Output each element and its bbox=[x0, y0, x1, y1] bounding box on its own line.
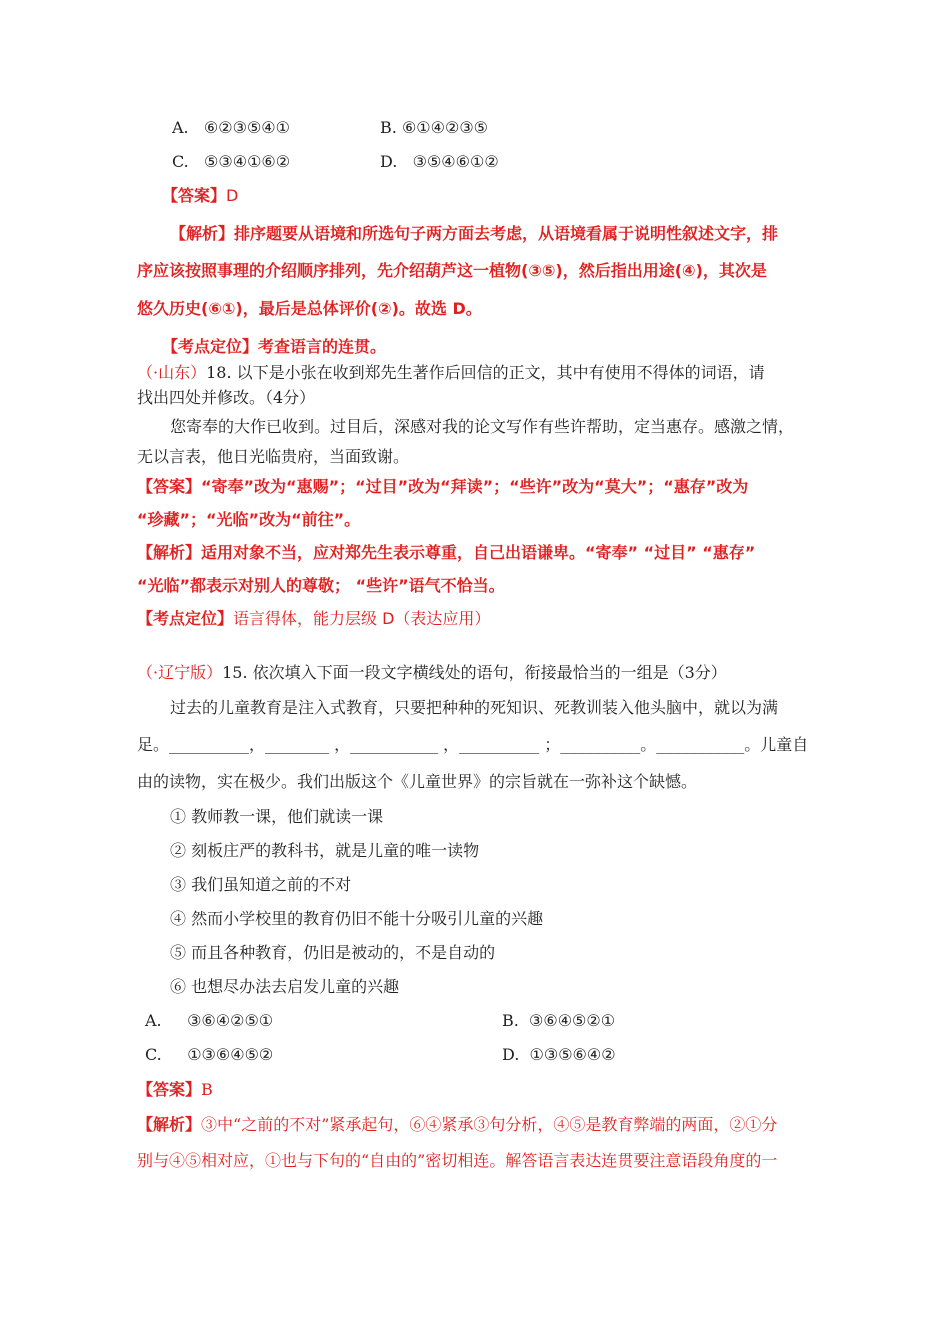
option-d-text: ①③⑤⑥④② bbox=[529, 1045, 616, 1064]
option-a-label: A. bbox=[145, 1011, 162, 1030]
question-15-text-line3: 由的读物，实在极少。我们出版这个《儿童世界》的宗旨就在一弥补这个缺憾。 bbox=[137, 772, 698, 791]
analysis-17-line3: 悠久历史(⑥①)，最后是总体评价(②)。故选 D。 bbox=[137, 299, 482, 318]
question-18-stem-line1 bbox=[137, 362, 765, 384]
option-a-label: A. bbox=[172, 118, 189, 137]
question-stem: 15. 依次填入下面一段文字横线处的语句，衔接最恰当的一组是（3分） bbox=[222, 663, 727, 682]
point-text: 语言得体，能力层级 D（表达应用） bbox=[233, 609, 491, 628]
answer-tag: 【答案】 bbox=[137, 1080, 202, 1099]
option-b-text: ⑥①④②③⑤ bbox=[401, 118, 488, 137]
answer-18-line1 bbox=[137, 476, 748, 498]
list-item: ② 刻板庄严的教科书，就是儿童的唯一读物 bbox=[170, 841, 480, 860]
option-d bbox=[380, 151, 499, 173]
option-d-text: ③⑤④⑥①② bbox=[412, 152, 499, 171]
question-15-text-line2: 足。__________，________ ，___________ ，__________ ；__________。___________。儿童自 bbox=[137, 735, 809, 754]
list-item: ⑤ 而且各种教育，仍旧是被动的，不是自动的 bbox=[170, 943, 496, 962]
option-c bbox=[145, 1044, 273, 1066]
analysis-17-line2: 序应该按照事理的介绍顺序排列，先介绍葫芦这一植物(③⑤)，然后指出用途(④)，其次是 bbox=[137, 261, 767, 280]
point-tag: 【考点定位】 bbox=[137, 609, 234, 628]
point-text: 考查语言的连贯。 bbox=[258, 337, 387, 356]
option-a-text: ⑥②③⑤④① bbox=[203, 118, 290, 137]
answer-text: “寄奉”改为“惠赐”；“过目”改为“拜读”；“些许”改为“莫大”；“惠存”改为 bbox=[201, 477, 749, 496]
option-b-text: ③⑥④⑤②① bbox=[529, 1011, 616, 1030]
analysis-15-line2: 别与④⑤相对应，①也与下句的“自由的”密切相连。解答语言表达连贯要注意语段角度的一 bbox=[137, 1151, 778, 1170]
option-a-text: ③⑥④②⑤① bbox=[187, 1011, 274, 1030]
analysis-tag: 【解析】 bbox=[170, 224, 235, 243]
analysis-17-line1 bbox=[170, 223, 778, 245]
answer-value: B bbox=[201, 1080, 213, 1099]
analysis-15-line1 bbox=[137, 1114, 777, 1136]
list-item: ① 教师教一课，他们就读一课 bbox=[170, 807, 384, 826]
option-d bbox=[502, 1044, 616, 1066]
question-15-stem bbox=[137, 662, 727, 684]
option-a bbox=[145, 1010, 273, 1032]
answer-value: D bbox=[226, 186, 239, 205]
question-15-text-line1: 过去的儿童教育是注入式教育，只要把种种的死知识、死教训装入他头脑中，就以为满 bbox=[170, 698, 779, 717]
answer-tag: 【答案】 bbox=[162, 186, 227, 205]
question-18-text-line2: 无以言表，他日光临贵府，当面致谢。 bbox=[137, 447, 410, 466]
knowledge-point-17 bbox=[162, 336, 386, 358]
question-18-stem-line2: 找出四处并修改。（4分） bbox=[137, 388, 316, 407]
analysis-tag: 【解析】 bbox=[137, 543, 202, 562]
option-c bbox=[172, 151, 290, 173]
question-18-text-line1: 您寄奉的大作已收到。过目后，深感对我的论文写作有些许帮助，定当惠存。感激之情， bbox=[170, 417, 795, 436]
option-d-label: D. bbox=[380, 152, 398, 171]
answer-line-15 bbox=[137, 1079, 213, 1101]
analysis-text: ③中“之前的不对”紧承起句，⑥④紧承③句分析，④⑤是教育弊端的两面，②①分 bbox=[201, 1115, 778, 1134]
option-b bbox=[380, 117, 488, 139]
option-d-label: D. bbox=[502, 1045, 520, 1064]
list-item: ③ 我们虽知道之前的不对 bbox=[170, 875, 352, 894]
list-item: ④ 然而小学校里的教育仍旧不能十分吸引儿童的兴趣 bbox=[170, 909, 544, 928]
answer-tag: 【答案】 bbox=[137, 477, 202, 496]
question-source: （·山东） bbox=[137, 363, 207, 382]
answer-line-17 bbox=[162, 185, 238, 207]
analysis-text: 适用对象不当，应对郑先生表示尊重，自己出语谦卑。“寄奉” “过目” “惠存” bbox=[201, 543, 756, 562]
analysis-18-line1 bbox=[137, 542, 755, 564]
analysis-text: 排序题要从语境和所选句子两方面去考虑，从语境看属于说明性叙述文字，排 bbox=[234, 224, 779, 243]
point-tag: 【考点定位】 bbox=[162, 337, 259, 356]
knowledge-point-18 bbox=[137, 608, 490, 630]
option-c-text: ⑤③④①⑥② bbox=[204, 152, 291, 171]
question-stem: 18. 以下是小张在收到郑先生著作后回信的正文，其中有使用不得体的词语，请 bbox=[206, 363, 765, 382]
question-source: （·辽宁版） bbox=[137, 663, 223, 682]
option-c-label: C. bbox=[145, 1045, 162, 1064]
option-b-label: B. bbox=[502, 1011, 519, 1030]
option-c-text: ①③⑥④⑤② bbox=[187, 1045, 274, 1064]
option-b bbox=[502, 1010, 615, 1032]
analysis-18-line2: “光临”都表示对别人的尊敬； “些许”语气不恰当。 bbox=[137, 576, 505, 595]
list-item: ⑥ 也想尽办法去启发儿童的兴趣 bbox=[170, 977, 400, 996]
option-b-label: B. bbox=[380, 118, 397, 137]
analysis-tag: 【解析】 bbox=[137, 1115, 202, 1134]
option-a bbox=[172, 117, 290, 139]
answer-18-line2: “珍藏”；“光临”改为“前往”。 bbox=[137, 510, 361, 529]
option-c-label: C. bbox=[172, 152, 189, 171]
